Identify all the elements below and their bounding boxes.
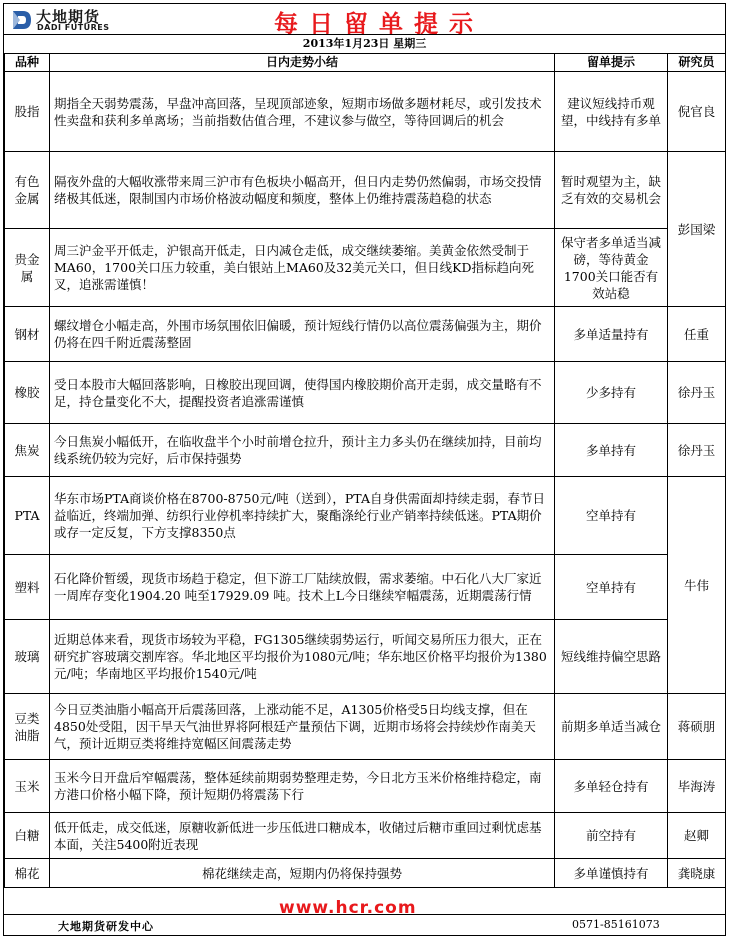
footer-phone: 0571-85161073 [572,918,660,931]
variety-cell: 焦炭 [5,424,50,477]
variety-cell: 白糖 [5,813,50,859]
report-header [4,4,725,38]
table-row [5,477,726,555]
table-row [5,229,726,307]
table-row [5,555,726,620]
tip-cell: 短线维持偏空思路 [555,620,668,694]
tip-cell: 多单轻仓持有 [555,760,668,813]
tip-cell: 空单持有 [555,477,668,555]
variety-cell: 橡胶 [5,362,50,424]
summary-cell: 今日焦炭小幅低开，在临收盘半个小时前增仓拉升，预计主力多头仍在继续加持，目前均线系统仍较为完好，后市保持强势 [50,424,555,477]
summary-cell: 棉花继续走高，短期内仍将保持强势 [50,859,555,888]
summary-cell: 受日本股市大幅回落影响，日橡胶出现回调，使得国内橡胶期价高开走弱，成交量略有不足，持仓量变化不大，提醒投资者追涨需谨慎 [50,362,555,424]
logo-english-name: DADI FUTURES [37,23,110,32]
summary-cell: 低开低走，成交低迷，原糖收新低进一步压低进口糖成本，收储过后糖市重回过剩忧虑基本面，关注5400附近表现 [50,813,555,859]
table-row [5,694,726,760]
table-row [5,424,726,477]
summary-cell: 华东市场PTA商谈价格在8700-8750元/吨（送到），PTA自身供需面却持续走弱，春节日益临近，终端加弹、纺织行业停机率持续扩大，聚酯涤纶行业产销率持续低迷。PTA期价或存一定反复，下方支撑8350点 [50,477,555,555]
researcher-cell: 赵卿 [668,813,726,859]
variety-cell: 玉米 [5,760,50,813]
variety-cell: 股指 [5,72,50,152]
tip-cell: 前期多单适当减仓 [555,694,668,760]
company-logo [8,6,128,34]
column-header-variety: 品种 [5,54,50,72]
watermark-url: www.hcr.com [279,898,417,918]
table-row [5,362,726,424]
summary-cell: 今日豆类油脂小幅高开后震荡回落，上涨动能不足，A1305价格受5日均线支撑，但在4850处受阻，因干旱天气油世界将阿根廷产量预估下调，近期市场将会持续炒作南美天气，预计近期豆类将维持宽幅区间震荡走势 [50,694,555,760]
variety-cell: PTA [5,477,50,555]
table-row [5,813,726,859]
table-row [5,307,726,362]
tip-cell: 多单持有 [555,424,668,477]
variety-cell: 玻璃 [5,620,50,694]
table-header-row [5,54,726,72]
column-header-researcher: 研究员 [668,54,726,72]
tip-cell: 少多持有 [555,362,668,424]
logo-chinese-name: 大地期货 [36,8,101,26]
summary-cell: 期指全天弱势震荡，早盘冲高回落，呈现顶部迹象，短期市场做多题材耗尽，或引发技术性卖盘和获利多单离场；当前指数估值合理，不建议参与做空，等待回调后的机会 [50,72,555,152]
variety-cell: 有色金属 [5,152,50,229]
researcher-cell: 毕海涛 [668,760,726,813]
advice-table [4,53,726,888]
researcher-cell: 徐丹玉 [668,424,726,477]
table-row [5,152,726,229]
summary-cell: 螺纹增仓小幅走高，外围市场氛围依旧偏暖，预计短线行情仍以高位震荡偏强为主，期价仍将在四千附近震荡整固 [50,307,555,362]
column-header-summary: 日内走势小结 [50,54,555,72]
table-row [5,72,726,152]
summary-cell: 近期总体来看，现货市场较为平稳，FG1305继续弱势运行，听闻交易所压力很大，正在研究扩容玻璃交割库容。华北地区平均报价为1080元/吨；华东地区价格平均报价为1380元/吨；华南地区平均报价1540元/吨 [50,620,555,694]
table-row [5,859,726,888]
variety-cell: 豆类油脂 [5,694,50,760]
variety-cell: 棉花 [5,859,50,888]
summary-cell: 周三沪金平开低走，沪银高开低走，日内减仓走低，成交继续萎缩。美黄金依然受制于MA60，1700关口压力较重，美白银站上MA60及32美元关口，但日线KD指标趋向死叉，追涨需谨慎！ [50,229,555,307]
report-sheet [3,3,726,936]
summary-cell: 玉米今日开盘后窄幅震荡，整体延续前期弱势整理走势，今日北方玉米价格维持稳定，南方港口价格小幅下降，预计短期仍将震荡下行 [50,760,555,813]
footer-organization: 大地期货研发中心 [58,920,154,933]
summary-cell: 隔夜外盘的大幅收涨带来周三沪市有色板块小幅高开，但日内走势仍然偏弱，市场交投情绪极其低迷，限制国内市场价格波动幅度和频度，整体上仍维持震荡趋稳的状态 [50,152,555,229]
variety-cell: 塑料 [5,555,50,620]
tip-cell: 保守者多单适当减磅，等待黄金1700关口能否有效站稳 [555,229,668,307]
researcher-cell: 徐丹玉 [668,362,726,424]
variety-cell: 贵金属 [5,229,50,307]
researcher-cell: 龚晓康 [668,859,726,888]
table-row [5,620,726,694]
tip-cell: 前空持有 [555,813,668,859]
tip-cell: 多单适量持有 [555,307,668,362]
dadi-logo-icon [10,7,34,33]
summary-cell: 石化降价暂缓，现货市场趋于稳定，但下游工厂陆续放假，需求萎缩。中石化八大厂家近一周库存变化1904.20 吨至17929.09 吨。技术上L今日继续窄幅震荡，近期震荡行情 [50,555,555,620]
variety-cell: 钢材 [5,307,50,362]
researcher-cell: 彭国梁 [668,152,726,307]
report-date: 2013年1月23日 星期三 [4,34,725,53]
report-title: 每日留单提示 [274,10,484,38]
column-header-tip: 留单提示 [555,54,668,72]
tip-cell: 多单谨慎持有 [555,859,668,888]
tip-cell: 暂时观望为主，缺乏有效的交易机会 [555,152,668,229]
tip-cell: 空单持有 [555,555,668,620]
researcher-cell: 牛伟 [668,477,726,694]
tip-cell: 建议短线持币观望，中线持有多单 [555,72,668,152]
researcher-cell: 倪官良 [668,72,726,152]
researcher-cell: 任重 [668,307,726,362]
table-row [5,760,726,813]
researcher-cell: 蒋硕朋 [668,694,726,760]
